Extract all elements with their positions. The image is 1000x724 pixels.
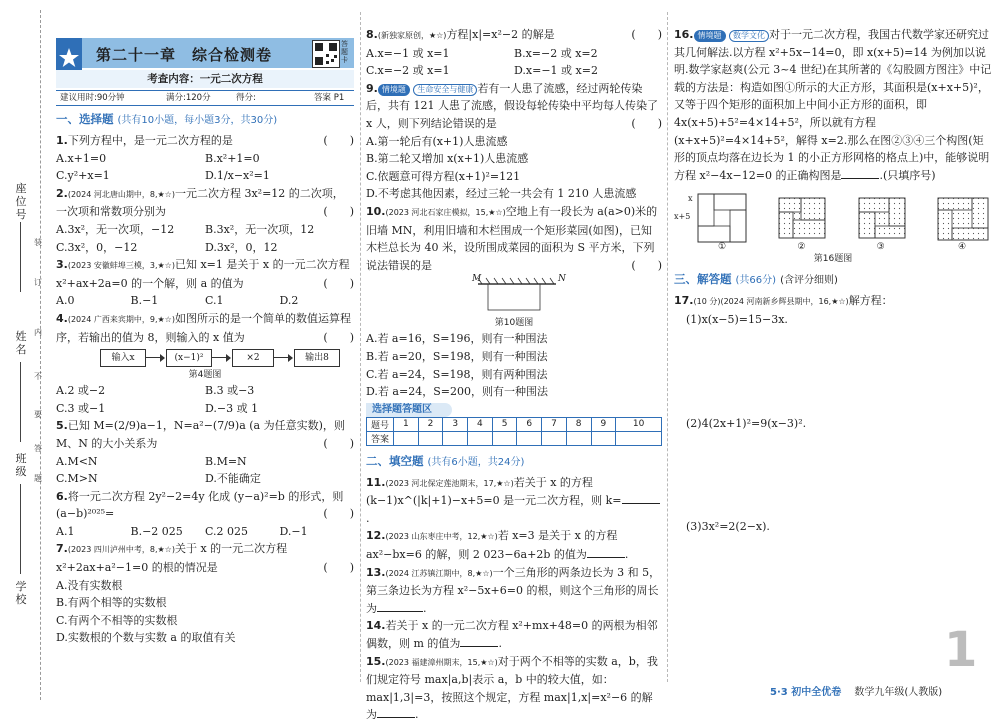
question-10: 10.(2023 河北石家庄模拟，15,★☆)空地上有一段长为 a(a>0)米的旧墙 MN，利用旧墙和木栏围成一个矩形菜园(如图)，已知木栏总长为 40 米，设所围成菜园的面积为 S 平方米，下列说法错误的是 ( ) M N 第10题图 A.若 a=16，S=196，则有一种围法 B.若 a=20，S=198，则有一种围法 C.若 a=24，S=198，则有两种围法 D.若 a=24，S=200，则有一种围法 — [366, 204, 662, 399]
question-9: 9. 情境题 生命安全与健康 若有一人患了流感，经过两轮传染后，共有 121 人患了流感，假设每轮传染中平均每人传染了 x 人，则下列结论错误的是 ( ) A.第一轮后有(x+1)人患流感 B.第二轮又增加 x(x+1)人患流感 C.依题意可得方程(x+1)²=121 D.不考虑其他因素，经过三轮一共会有 1 210 人患流感 — [366, 81, 662, 201]
point-m-label: M — [472, 274, 482, 285]
answer-table: 题号 1 2 3 4 5 6 7 8 9 10 答案 — [366, 417, 662, 446]
answer-cell[interactable] — [418, 431, 443, 445]
question-5: 5.已知 M=(2/9)a−1，N=a²−(7/9)a (a 为任意实数)，则 M、N 的大小关系为 ( ) A.M<N B.M=N C.M>N D.不能确定 — [56, 419, 354, 486]
section-solve-title: 三、解答题 (共66分) (含评分细则) — [674, 272, 838, 287]
program-flowchart — [56, 348, 354, 368]
page-title: 第二十一章 综合检测卷 — [96, 46, 273, 64]
wall-diagram — [366, 274, 662, 316]
score-field[interactable]: 得分: — [236, 93, 256, 103]
answer-cell[interactable] — [468, 431, 493, 445]
column-1 — [56, 108, 354, 647]
answer-cell[interactable] — [443, 431, 468, 445]
answer-cell[interactable] — [394, 431, 419, 445]
column-2 — [366, 26, 662, 724]
binding-margin — [0, 0, 48, 715]
school-label: 学校 — [15, 580, 27, 606]
page-number: 1 — [944, 622, 978, 678]
answer-space[interactable] — [674, 329, 992, 415]
seal-char: 装 — [34, 238, 42, 247]
flow-multiply: ×2 — [232, 349, 274, 367]
seat-field[interactable] — [20, 222, 21, 292]
answer-cell[interactable] — [616, 431, 662, 445]
question-6: 6.将一元二次方程 2y²−2=4y 化成 (y−a)²=b 的形式，则 (a−b)²⁰²⁵= ( ) A.1 B.−2 025 C.2 025 D.−1 — [56, 489, 354, 538]
column-divider — [360, 12, 361, 682]
chapter-header — [56, 38, 354, 68]
seal-char: 不 — [34, 372, 42, 381]
answer-area-title: 选择题答题区 — [366, 403, 452, 417]
exam-info-bar — [56, 90, 354, 106]
answer-blank[interactable] — [460, 636, 498, 647]
flow-output: 输出8 — [294, 349, 340, 367]
answer-blank[interactable] — [587, 547, 625, 558]
footer — [770, 683, 942, 698]
flow-square: (x−1)² — [166, 349, 212, 367]
qr-code-icon[interactable] — [312, 40, 340, 68]
figure-caption: 第16题图 — [813, 254, 853, 265]
figure-caption: 第10题图 — [494, 318, 534, 329]
figure-16 — [674, 192, 992, 252]
exam-scope: 考查内容：一元二次方程 — [56, 70, 354, 88]
answer-ref: 答案 P1 — [314, 93, 345, 103]
figure-16-3: ③ — [857, 192, 909, 252]
question-17-part-1: (1)x(x−5)=15−3x. — [686, 312, 788, 326]
column-divider — [667, 12, 668, 682]
figure-16-1: x x+5 ① — [674, 192, 750, 252]
time-info: 建议用时:90分钟 — [60, 93, 125, 103]
brand-label: 5·3 初中全优卷 — [770, 687, 842, 698]
answer-cell[interactable] — [566, 431, 591, 445]
answer-area — [366, 403, 662, 446]
section-choice-title: 一、选择题 (共有10小题，每小题3分，共30分) — [56, 112, 278, 126]
question-15: 15.(2023 福建漳州期末，15,★☆)对于两个不相等的实数 a，b，我们规定符号 max|a,b|表示 a，b 中的较大值，如：max|1,3|=3，按照这个规定，方程 max|1,x|=x²−6 的解为 . — [366, 654, 658, 722]
seal-char: 题 — [34, 474, 42, 483]
name-field[interactable] — [20, 362, 21, 442]
question-17: 17.(10 分)(2024 河南新乡辉县期中，16,★☆)解方程： — [674, 294, 893, 308]
answer-cell[interactable] — [492, 431, 517, 445]
question-7: 7.(2023 四川泸州中考，8,★☆)关于 x 的一元二次方程 x²+2ax+a²−1=0 的根的情况是 ( ) A.没有实数根 B.有两个相等的实数根 C.有两个不相等的实数根 D.实数根的个数与实数 a 的取值有关 — [56, 542, 354, 645]
answer-blank[interactable] — [841, 168, 879, 179]
figure-16-2: ② — [777, 192, 829, 252]
question-4: 4.(2024 广西来宾期中，9,★☆)如图所示的是一个简单的数值运算程序，若输出的值为 8，则输入的 x 值为 ( ) 输入x (x−1)² ×2 输出8 第4题图 A.2 或−2 B.3 或−3 C.3 或−1 D.−3 或 1 — [56, 311, 354, 415]
question-12: 12.(2023 山东枣庄中考，12,★☆)若 x=3 是关于 x 的方程 ax²−bx=6 的解，则 2 023−6a+2b 的值为 . — [366, 529, 629, 562]
column-3 — [674, 26, 992, 536]
answer-blank[interactable] — [377, 601, 423, 612]
seal-char: 答 — [34, 444, 42, 453]
question-17-part-2: (2)4(2x+1)²=9(x−3)². — [686, 416, 807, 430]
class-field[interactable] — [20, 484, 21, 574]
section-fill-title: 二、填空题 (共有6小题，共24分) — [366, 453, 525, 468]
answer-cell[interactable] — [591, 431, 616, 445]
question-17-part-3: (3)3x²=2(2−x). — [686, 520, 770, 534]
answer-space[interactable] — [674, 432, 992, 518]
answer-blank[interactable] — [622, 493, 660, 504]
question-1: 1.下列方程中，是一元二次方程的是 ( ) A.x+1=0 B.x²+1=0 C.y²+x=1 D.1/x−x²=1 — [56, 134, 354, 183]
name-label: 姓名 — [15, 330, 27, 356]
answer-cell[interactable] — [517, 431, 542, 445]
seal-char: 要 — [34, 410, 42, 419]
question-8: 8.(新独家原创，★☆)方程|x|=x²−2 的解是 ( ) A.x=−1 或 x=1 B.x=−2 或 x=2 C.x=−2 或 x=1 D.x=−1 或 x=2 — [366, 28, 662, 78]
question-16: 16. 情境题 数学文化 对于一元二次方程，我国古代数学家还研究过其几何解法.以方程 x²+5x−14=0，即 x(x+5)=14 为例加以说明.数学家赵爽(公元 3~4 世纪)在其所著的《勾股圆方图注》中记载的方法是：构造如图①所示的大正方形，其面积是(x+x+5)²，又等于四个矩形的面积加上中间小正方形的面积，即 4x(x+5)+5²=4×14+5²，所以就有方程(x+x+5)²=4×14+5²，解得 x=2.那么在图②③④三个构图(矩形的顶点均落在边长为 1 的小正方形网格的格点上)中，能够说明方程 x²−4x−12=0 的正确构图是 .(只填序号) — [674, 28, 992, 182]
question-14: 14.若关于 x 的一元二次方程 x²+mx+48=0 的两根为相邻偶数，则 m 的值为 . — [366, 619, 658, 651]
question-13: 13.(2024 江苏镇江期中，8,★☆)一个三角形的两条边长为 3 和 5，第三条边长为方程 x²−5x+6=0 的根，则这个三角形的周长为 . — [366, 565, 661, 615]
question-3: 3.(2023 安徽蚌埠三模，3,★☆)已知 x=1 是关于 x 的一元二次方程 x²+ax+2a=0 的一个解，则 a 的值为 ( ) A.0 B.−1 C.1 D.2 — [56, 258, 354, 308]
cut-line — [40, 10, 41, 700]
course-label: 数学九年级(人教版) — [854, 687, 943, 698]
answer-cell[interactable] — [542, 431, 567, 445]
full-score-info: 满分:120分 — [166, 93, 211, 103]
scan-label: 答题卡 — [341, 40, 348, 64]
class-label: 班级 — [15, 452, 27, 478]
figure-caption: 第4题图 — [188, 370, 222, 381]
seal-char: 订 — [34, 278, 42, 287]
question-11: 11.(2023 河北保定莲池期末，17,★☆)若关于 x 的方程(k−1)x^(|k|+1)−x+5=0 是一元二次方程，则 k=. — [366, 474, 662, 528]
flow-input: 输入x — [100, 349, 146, 367]
answer-blank[interactable] — [377, 707, 415, 718]
seal-char: 内 — [34, 328, 42, 337]
point-n-label: N — [558, 274, 566, 285]
figure-16-4: ④ — [936, 192, 992, 252]
question-2: 2.(2024 河北唐山期中，8,★☆)一元二次方程 3x²=12 的二次项，一次项和常数项分别为 ( ) A.3x²，无一次项，−12 B.3x²，无一次项，12 C.3x²，0，−12 D.3x²，0，12 — [56, 186, 354, 254]
seat-label: 座位号 — [15, 182, 27, 221]
